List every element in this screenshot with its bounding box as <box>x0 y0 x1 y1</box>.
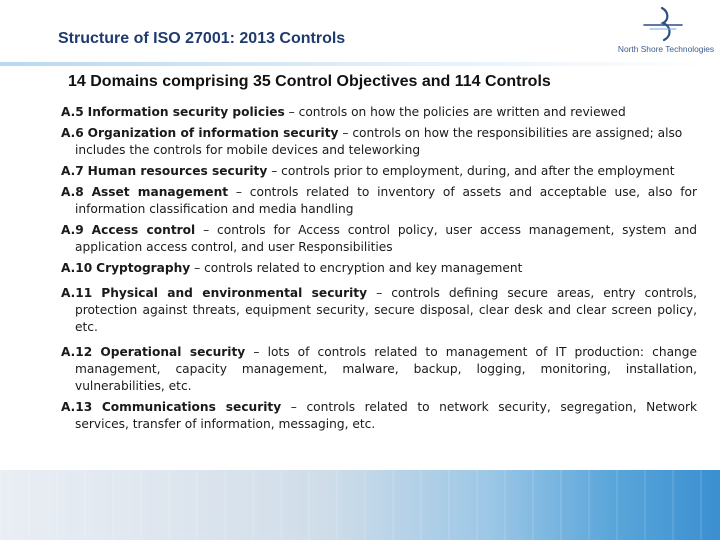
domain-code: A.7 <box>61 164 84 178</box>
domain-item <box>61 222 697 256</box>
domain-name: Physical and environmental security <box>101 286 368 300</box>
header-divider <box>0 62 720 66</box>
domain-item <box>61 285 697 336</box>
domain-description: – controls related to network security, segregation, Network services, transfer of information, messaging, etc. <box>75 400 698 431</box>
domain-description: – controls related to encryption and key management <box>194 261 523 275</box>
page-title: Structure of ISO 27001: 2013 Controls <box>58 30 346 47</box>
domain-code: A.8 <box>61 185 84 199</box>
domain-code: A.6 <box>61 126 84 140</box>
domain-list <box>61 104 697 437</box>
domain-code: A.11 <box>61 286 93 300</box>
domain-description: – controls related to inventory of assets and acceptable use, also for information classification and media handling <box>75 185 698 216</box>
domain-item <box>61 163 697 180</box>
domain-name: Asset management <box>91 185 229 199</box>
domain-name: Communications security <box>101 400 282 414</box>
domain-name: Operational security <box>100 345 246 359</box>
domain-item <box>61 399 697 433</box>
north-shore-logo-icon <box>642 6 686 42</box>
domain-name: Organization of information security <box>87 126 339 140</box>
domain-description: – controls on how the policies are written and reviewed <box>288 105 626 119</box>
domain-description: – controls on how the responsibilities are assigned; also includes the controls for mobile devices and teleworking <box>75 126 683 157</box>
domain-description: – lots of controls related to management of IT production: change management, capacity management, malware, backup, logging, monitoring, installation, vulnerabilities, etc. <box>75 345 698 393</box>
domain-code: A.13 <box>61 400 93 414</box>
company-logo <box>614 6 718 56</box>
subtitle: 14 Domains comprising 35 Control Objectives and 114 Controls <box>68 73 551 90</box>
domain-description: – controls for Access control policy, user access management, system and application access control, and user Responsibilities <box>75 223 698 254</box>
domain-description: – controls prior to employment, during, and after the employment <box>271 164 675 178</box>
domain-code: A.5 <box>61 105 84 119</box>
domain-code: A.12 <box>61 345 93 359</box>
domain-name: Access control <box>91 223 196 237</box>
domain-description: – controls defining secure areas, entry controls, protection against threats, equipment security, secure disposal, clear desk and clear screen policy, etc. <box>75 286 698 334</box>
logo-text: North Shore Technologies <box>617 44 715 54</box>
domain-item <box>61 104 697 121</box>
domain-item <box>61 184 697 218</box>
domain-name: Cryptography <box>96 261 191 275</box>
domain-code: A.9 <box>61 223 84 237</box>
domain-name: Information security policies <box>87 105 285 119</box>
footer-band <box>0 470 720 540</box>
domain-item <box>61 344 697 395</box>
domain-item <box>61 260 697 277</box>
domain-item <box>61 125 697 159</box>
domain-code: A.10 <box>61 261 93 275</box>
domain-name: Human resources security <box>87 164 268 178</box>
